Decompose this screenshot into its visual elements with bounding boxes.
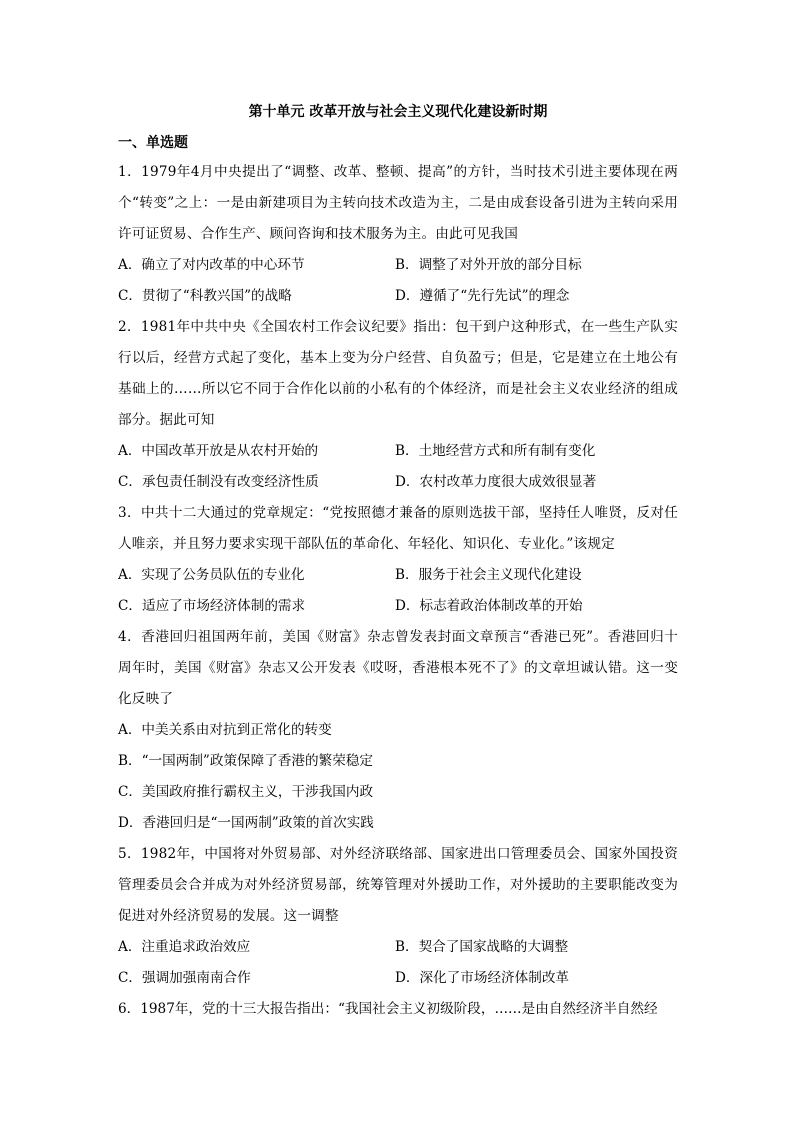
- option-a: A．确立了对内改革的中心环节: [118, 257, 305, 273]
- question-2: [118, 312, 678, 498]
- option-row: [118, 560, 678, 591]
- option-a: A．中国改革开放是从农村开始的: [118, 443, 319, 459]
- option-b: B．“一国两制”政策保障了香港的繁荣稳定: [118, 753, 373, 769]
- document-page: [118, 96, 678, 1025]
- question-5: [118, 839, 678, 994]
- option-c: C．强调加强南南合作: [118, 970, 251, 986]
- option-c: C．适应了市场经济体制的需求: [118, 598, 306, 614]
- option-row: [118, 250, 678, 281]
- option-row: [118, 281, 678, 312]
- section-heading: 一、单选题: [118, 135, 188, 151]
- option-row: [118, 436, 678, 467]
- question-stem: 1．1979年4月中央提出了“调整、改革、整顿、提高”的方针，当时技术引进主要体现在两个“转变”之上：一是由新建项目为主转向技术改造为主，二是由成套设备引进为主转向采用许可证贸易、合作生产、顾问咨询和技术服务为主。由此可见我国: [118, 164, 678, 242]
- question-stem: 2．1981年中共中央《全国农村工作会议纪要》指出：包干到户这种形式，在一些生产队实行以后，经营方式起了变化，基本上变为分户经营、自负盈亏；但是，它是建立在土地公有基础上的……所以它不同于合作化以前的小私有的个体经济，而是社会主义农业经济的组成部分。据此可知: [118, 319, 678, 428]
- option-row: [118, 932, 678, 963]
- question-1: [118, 157, 678, 312]
- option-row: [118, 963, 678, 994]
- option-b: B．调整了对外开放的部分目标: [395, 257, 582, 273]
- option-a: A．实现了公务员队伍的专业化: [118, 567, 305, 583]
- option-c: C．承包责任制没有改变经济性质: [118, 474, 319, 490]
- question-stem: 5．1982年，中国将对外贸易部、对外经济联络部、国家进出口管理委员会、国家外国投资管理委员会合并成为对外经济贸易部，统筹管理对外援助工作，对外援助的主要职能改变为促进对外经济贸易的发展。这一调整: [118, 846, 678, 924]
- option-c: C．美国政府推行霸权主义，干涉我国内政: [118, 784, 374, 800]
- option-c: C．贯彻了“科教兴国”的战略: [118, 288, 292, 304]
- option-d: D．香港回归是“一国两制”政策的首次实践: [118, 815, 374, 831]
- option-a: A．中美关系由对抗到正常化的转变: [118, 722, 332, 738]
- option-b: B．契合了国家战略的大调整: [395, 939, 569, 955]
- option-a: A．注重追求政治效应: [118, 939, 251, 955]
- option-d: D．农村改革力度很大成效很显著: [395, 474, 597, 490]
- question-4: [118, 622, 678, 839]
- page-title: 第十单元 改革开放与社会主义现代化建设新时期: [248, 104, 548, 120]
- question-stem: 3．中共十二大通过的党章规定：“党按照德才兼备的原则选拔干部，坚持任人唯贤，反对任人唯亲，并且努力要求实现干部队伍的革命化、年轻化、知识化、专业化。”该规定: [118, 505, 678, 552]
- option-b: B．土地经营方式和所有制有变化: [395, 443, 596, 459]
- option-b: B．服务于社会主义现代化建设: [395, 567, 582, 583]
- option-row: [118, 591, 678, 622]
- question-6: [118, 994, 678, 1025]
- question-3: [118, 498, 678, 622]
- option-d: D．遵循了“先行先试”的理念: [395, 288, 570, 304]
- option-d: D．标志着政治体制改革的开始: [395, 598, 583, 614]
- option-d: D．深化了市场经济体制改革: [395, 970, 570, 986]
- option-row: [118, 467, 678, 498]
- question-stem: 6．1987年，党的十三大报告指出：“我国社会主义初级阶段，……是由自然经济半自然经: [118, 1001, 658, 1017]
- question-stem: 4．香港回归祖国两年前，美国《财富》杂志曾发表封面文章预言“香港已死”。香港回归十周年时，美国《财富》杂志又公开发表《哎呀，香港根本死不了》的文章坦诚认错。这一变化反映了: [118, 629, 678, 707]
